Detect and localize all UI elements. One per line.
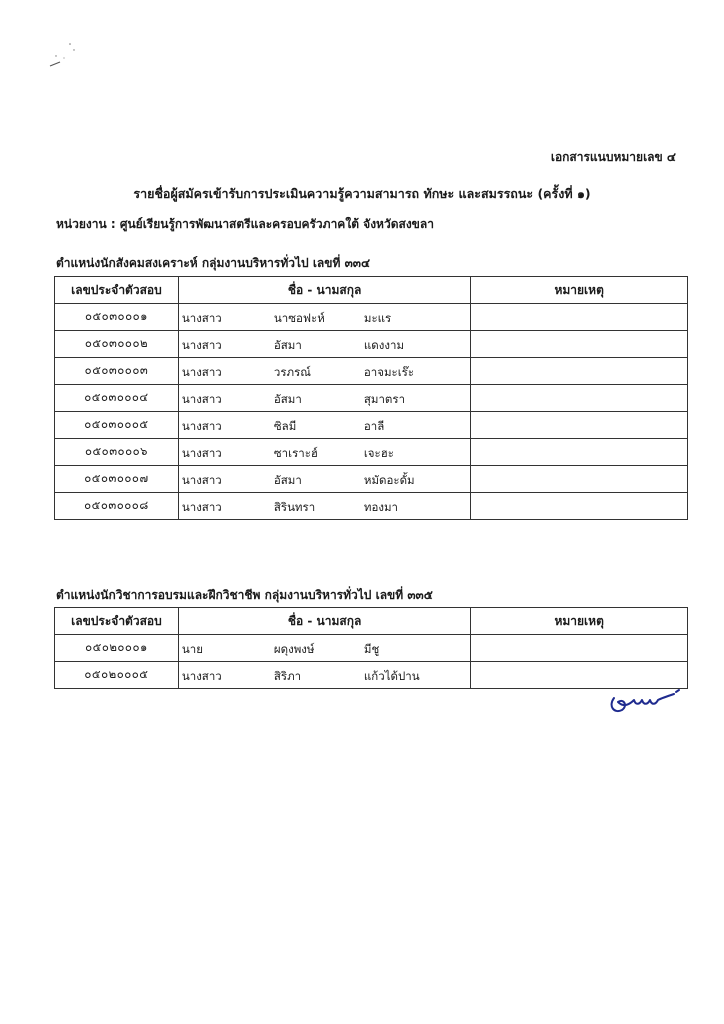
table-row bbox=[55, 304, 688, 331]
name-prefix: นางสาว bbox=[181, 338, 222, 352]
candidate-table-335 bbox=[54, 607, 688, 689]
first-name: ผดุงพงษ์ bbox=[273, 642, 315, 656]
exam-id-cell: ๐๕๐๒๐๐๐๑ bbox=[55, 635, 179, 662]
exam-id-cell: ๐๕๐๓๐๐๐๕ bbox=[55, 412, 179, 439]
exam-id-cell: ๐๕๐๓๐๐๐๑ bbox=[55, 304, 179, 331]
last-name: เจะฮะ bbox=[363, 446, 394, 460]
table-row bbox=[55, 412, 688, 439]
last-name: แก้วได้ปาน bbox=[363, 669, 420, 683]
name-prefix: นางสาว bbox=[181, 446, 222, 460]
column-header-remark: หมายเหตุ bbox=[471, 277, 688, 304]
remark-cell bbox=[471, 412, 688, 439]
first-name: สิรินทรา bbox=[273, 500, 316, 514]
column-header-exam-id: เลขประจำตัวสอบ bbox=[55, 608, 179, 635]
exam-id-cell: ๐๕๐๓๐๐๐๘ bbox=[55, 493, 179, 520]
unit-label: หน่วยงาน : ศูนย์เรียนรู้การพัฒนาสตรีและครอบครัวภาคใต้ จังหวัดสงขลา bbox=[56, 217, 434, 231]
page-title: รายชื่อผู้สมัครเข้ารับการประเมินความรู้ความสามารถ ทักษะ และสมรรถนะ (ครั้งที่ ๑) bbox=[133, 186, 591, 201]
last-name: มะแร bbox=[363, 311, 392, 325]
table-header-row bbox=[55, 608, 688, 635]
table-row bbox=[55, 331, 688, 358]
name-prefix: นางสาว bbox=[181, 473, 222, 487]
first-name: นาซอฟะห์ bbox=[273, 311, 325, 325]
name-prefix: นางสาว bbox=[181, 392, 222, 406]
table-row bbox=[55, 662, 688, 689]
column-header-name: ชื่อ - นามสกุล bbox=[178, 277, 470, 304]
name-cell bbox=[178, 635, 470, 662]
attachment-label: เอกสารแนบหมายเลข ๔ bbox=[550, 150, 676, 164]
position-heading-335: ตำแหน่งนักวิชาการอบรมและฝึกวิชาชีพ กลุ่มงานบริหารทั่วไป เลขที่ ๓๓๕ bbox=[56, 588, 433, 602]
last-name: อาลี bbox=[363, 419, 385, 433]
exam-id-cell: ๐๕๐๓๐๐๐๖ bbox=[55, 439, 179, 466]
first-name: อัสมา bbox=[273, 473, 302, 487]
name-cell bbox=[178, 439, 470, 466]
first-name: ซิลมี bbox=[273, 419, 297, 433]
name-cell bbox=[178, 331, 470, 358]
remark-cell bbox=[471, 439, 688, 466]
remark-cell bbox=[471, 331, 688, 358]
remark-cell bbox=[471, 466, 688, 493]
name-cell bbox=[178, 412, 470, 439]
remark-cell bbox=[471, 385, 688, 412]
exam-id-cell: ๐๕๐๓๐๐๐๓ bbox=[55, 358, 179, 385]
first-name: อัสมา bbox=[273, 338, 302, 352]
last-name: แดงงาม bbox=[363, 338, 405, 352]
first-name: อัสมา bbox=[273, 392, 302, 406]
column-header-name: ชื่อ - นามสกุล bbox=[178, 608, 470, 635]
table-row bbox=[55, 493, 688, 520]
last-name: อาจมะเร๊ะ bbox=[363, 365, 415, 379]
scan-marks bbox=[44, 38, 84, 78]
first-name: วรภรณ์ bbox=[273, 365, 311, 379]
remark-cell bbox=[471, 493, 688, 520]
column-header-exam-id: เลขประจำตัวสอบ bbox=[55, 277, 179, 304]
candidate-table-334 bbox=[54, 276, 688, 520]
name-cell bbox=[178, 358, 470, 385]
table-header-row bbox=[55, 277, 688, 304]
first-name: ซาเราะฮ์ bbox=[273, 446, 318, 460]
name-prefix: นาย bbox=[181, 642, 203, 656]
name-cell bbox=[178, 304, 470, 331]
column-header-remark: หมายเหตุ bbox=[471, 608, 688, 635]
remark-cell bbox=[471, 304, 688, 331]
exam-id-cell: ๐๕๐๓๐๐๐๗ bbox=[55, 466, 179, 493]
name-prefix: นางสาว bbox=[181, 365, 222, 379]
exam-id-cell: ๐๕๐๒๐๐๐๕ bbox=[55, 662, 179, 689]
last-name: สุมาตรา bbox=[363, 392, 406, 406]
last-name: มีชู bbox=[363, 642, 380, 656]
name-prefix: นางสาว bbox=[181, 419, 222, 433]
first-name: สิริภา bbox=[273, 669, 302, 683]
remark-cell bbox=[471, 358, 688, 385]
table-row bbox=[55, 385, 688, 412]
name-cell bbox=[178, 493, 470, 520]
name-cell bbox=[178, 662, 470, 689]
name-cell bbox=[178, 385, 470, 412]
table-row bbox=[55, 358, 688, 385]
table-row bbox=[55, 439, 688, 466]
signature-mark bbox=[604, 684, 684, 720]
table-row bbox=[55, 635, 688, 662]
position-heading-334: ตำแหน่งนักสังคมสงเคราะห์ กลุ่มงานบริหารทั่วไป เลขที่ ๓๓๔ bbox=[56, 256, 371, 270]
exam-id-cell: ๐๕๐๓๐๐๐๔ bbox=[55, 385, 179, 412]
name-prefix: นางสาว bbox=[181, 500, 222, 514]
last-name: หมัดอะดั้ม bbox=[363, 473, 415, 487]
remark-cell bbox=[471, 635, 688, 662]
table-row bbox=[55, 466, 688, 493]
last-name: ทองมา bbox=[363, 500, 399, 514]
name-cell bbox=[178, 466, 470, 493]
name-prefix: นางสาว bbox=[181, 669, 222, 683]
exam-id-cell: ๐๕๐๓๐๐๐๒ bbox=[55, 331, 179, 358]
name-prefix: นางสาว bbox=[181, 311, 222, 325]
